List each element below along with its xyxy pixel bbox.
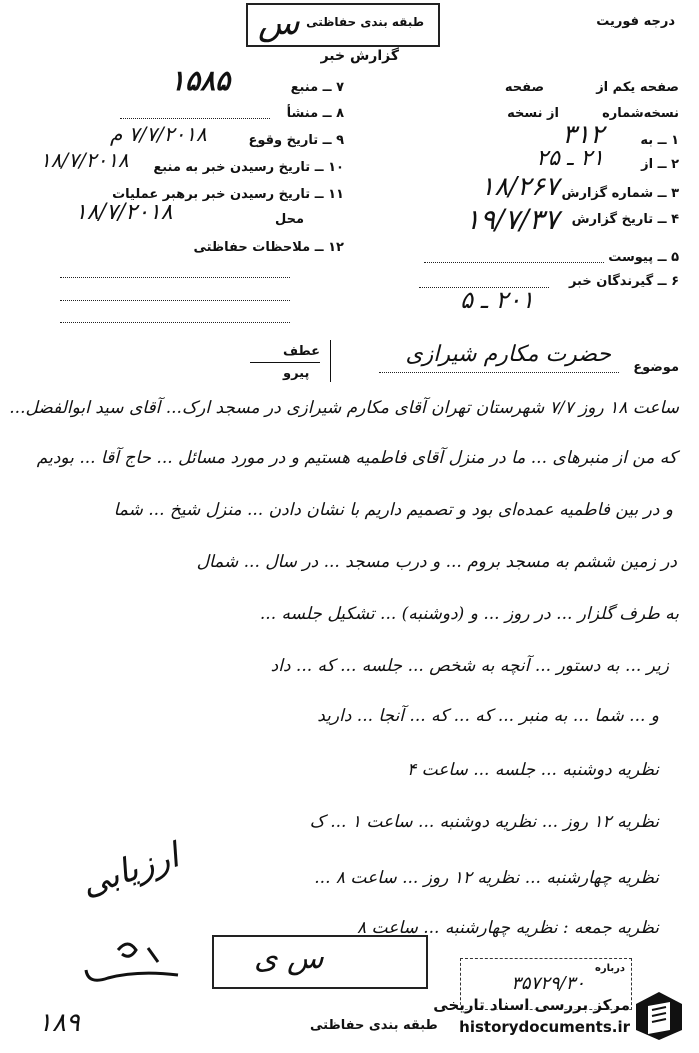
ref-atf-label: عطف (283, 344, 321, 359)
subject-label: موضوع (633, 360, 679, 375)
ref-pirov-label: پیرو (283, 366, 310, 381)
watermark-site: historydocuments.ir (459, 1018, 630, 1036)
archive-logo-icon (634, 990, 684, 1042)
footer-classification: طبقه بندی حفاظتی (310, 1018, 438, 1033)
notes-dots-1 (60, 277, 290, 278)
body-line: در زمین ششم به مسجد بروم ... و درب مسجد ... در سال ... شمال (196, 552, 677, 572)
notes-dots-3 (60, 322, 290, 323)
field-event-date-label: ۹ ــ تاریخ وقوع (248, 133, 344, 148)
field-origin-label: ۸ ــ منشأ (286, 106, 344, 121)
classification-stamp-text: طبقه بندی حفاظتی (306, 15, 424, 29)
field-report-date-label: ۴ ــ تاریخ گزارش (571, 212, 679, 227)
field-report-number-value: ۱۸/۲۶۷ (480, 172, 559, 202)
page-of-suffix: صفحه (504, 80, 544, 95)
copy-number-label: نسخه‌شماره (602, 106, 679, 121)
watermark-name: مرکز بررسی اسناد تاریخی (433, 996, 630, 1014)
schedule-line: نظریه ۱۲ روز ... نظریه دوشنبه ... ساعت ۱ ... ک (309, 812, 659, 832)
page-number: ۱۸۹ (38, 1008, 80, 1038)
body-line: که من از منبرهای ... ما در منزل آقای فاطمیه هستیم و در مورد مسائل ... حاج آقا ... بودیم (36, 448, 677, 468)
field-to-value: ۳۱۲ (562, 120, 604, 150)
field-recipients-value: ۲۰۱ ـ ۵ (460, 286, 534, 314)
field-source-label: ۷ ــ منبع (290, 80, 344, 95)
field-source-value: ۱۵۸۵ (170, 64, 231, 97)
ref-atf-line (250, 362, 320, 363)
field-news-to-leader-label: ۱۱ ــ تاریخ رسیدن خبر برهبر عملیات (112, 187, 344, 202)
urgency-label: درجه فوریت (596, 14, 675, 29)
schedule-line: نظریه چهارشنبه ... نظریه ۱۲ روز ... ساعت ۸ ... (314, 868, 659, 888)
attachment-dots (424, 262, 604, 263)
watermark (410, 996, 630, 1046)
body-line: ساعت ۱۸ روز ۷/۷ شهرستان تهران آقای مکارم شیرازی در مسجد ارک... آقای سید ابوالفضل... (9, 398, 679, 418)
bottom-stamp-code: ۳۵۷۲۹/۳۰ (511, 973, 585, 994)
field-location-label: محل (274, 212, 304, 227)
signature-text: س ی (254, 941, 324, 976)
field-recipients-label: ۶ ــ گیرندگان خبر (568, 274, 679, 289)
field-from-label: ۲ ــ از (641, 157, 679, 172)
classification-hand: س (258, 3, 300, 43)
copy-number-suffix: از نسخه (507, 106, 559, 121)
margin-scribble (78, 930, 188, 990)
report-title: گزارش خبر (320, 48, 399, 64)
classification-stamp-box (246, 3, 440, 47)
body-line: زیر ... به دستور ... آنچه به شخص ... جلسه ... که ... داد (270, 656, 669, 676)
field-report-date-value: ۱۹/۷/۳۷ (464, 203, 559, 236)
field-from-value: ۲۱ ـ ۲۵ (536, 146, 604, 171)
field-news-to-source-label: ۱۰ ــ تاریخ رسیدن خبر به منبع (153, 160, 344, 175)
signature-box (212, 935, 428, 989)
schedule-line: نظریه دوشنبه ... جلسه ... ساعت ۴ (407, 760, 659, 780)
body-line: به طرف گلزار ... در روز ... و (دوشنبه) ... تشکیل جلسه ... (259, 604, 679, 624)
annotation-left: ارزیابی (76, 835, 184, 905)
subject-dots (379, 372, 619, 373)
subject-value: حضرت مکارم شیرازی (405, 342, 611, 367)
field-news-to-source-value: ۱۸/۷/۲۰۱۸ (40, 148, 129, 172)
origin-dots (120, 118, 270, 119)
field-security-notes-label: ۱۲ ــ ملاحظات حفاظتی (193, 240, 344, 255)
schedule-line: نظریه جمعه : نظریه چهارشنبه ... ساعت ۸ (357, 918, 659, 938)
reference-divider (330, 340, 331, 382)
field-attachment-label: ۵ ــ پیوست (608, 250, 679, 265)
page-of-label: صفحه یکم از (596, 80, 679, 95)
field-to-label: ۱ ــ به (640, 133, 679, 148)
field-report-number-label: ۳ ــ شماره گزارش (561, 186, 679, 201)
field-location-value: ۱۸/۷/۲۰۱۸ (75, 200, 173, 225)
bottom-stamp-label: درباره (594, 963, 625, 974)
body-line: و ... شما ... به منبر ... که ... که ... آنجا ... دارید (317, 706, 659, 726)
body-line: و در بین فاطمیه عمده‌ای بود و تصمیم داریم با نشان دادن ... منزل شیخ ... شما (113, 500, 673, 520)
field-event-date-value: ۷/۷/۲۰۱۸ م (110, 122, 207, 146)
notes-dots-2 (60, 300, 290, 301)
